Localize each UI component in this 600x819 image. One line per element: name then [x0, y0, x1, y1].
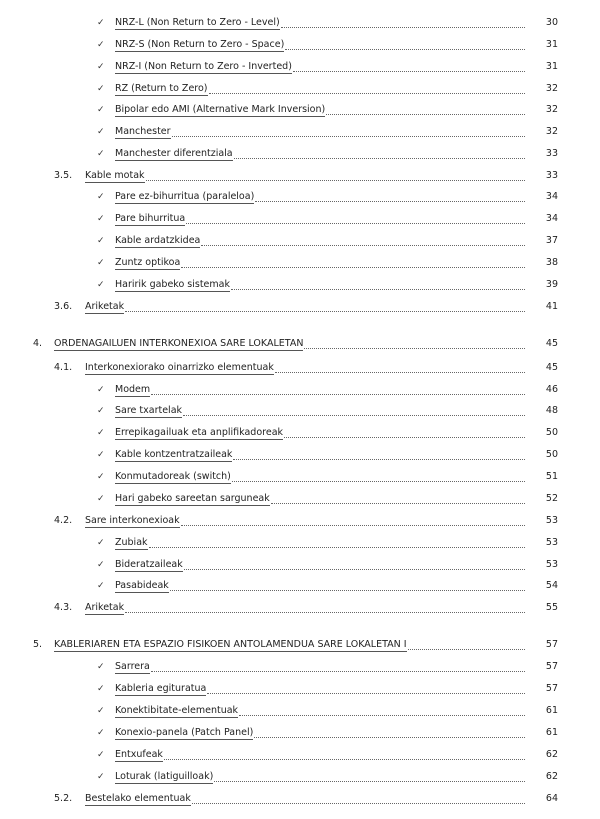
- toc-entry[interactable]: [0, 235, 600, 248]
- dot-leader: [326, 113, 525, 115]
- toc-entry-title[interactable]: Sare interkonexioak: [85, 515, 180, 526]
- toc-entry[interactable]: [0, 559, 600, 572]
- toc-entry-title[interactable]: Kableria egituratua: [115, 683, 207, 694]
- toc-entry-title[interactable]: Manchester diferentziala: [115, 148, 233, 159]
- toc-entry-page[interactable]: 30: [545, 17, 558, 28]
- checkmark-icon: ✓: [97, 662, 105, 672]
- toc-entry-title[interactable]: Kable ardatzkidea: [115, 235, 201, 246]
- dot-leader: [207, 692, 525, 694]
- toc-entry[interactable]: [0, 301, 600, 314]
- toc-entry[interactable]: [0, 39, 600, 52]
- toc-entry[interactable]: [0, 639, 600, 652]
- toc-entry-page[interactable]: 33: [545, 170, 558, 181]
- checkmark-icon: ✓: [97, 62, 105, 72]
- toc-entry-page[interactable]: 57: [545, 661, 558, 672]
- toc-entry[interactable]: [0, 17, 600, 30]
- checkmark-icon: ✓: [97, 105, 105, 115]
- dot-leader: [233, 458, 525, 460]
- toc-entry-page[interactable]: 62: [545, 749, 558, 760]
- dot-leader: [125, 611, 525, 613]
- checkmark-icon: ✓: [97, 280, 105, 290]
- toc-entry-title[interactable]: Hari gabeko sareetan sarguneak: [115, 493, 270, 504]
- checkmark-icon: ✓: [97, 40, 105, 50]
- dot-leader: [231, 288, 525, 290]
- toc-entry-title[interactable]: Ariketak: [85, 301, 125, 312]
- toc-entry-title[interactable]: Modem: [115, 384, 151, 395]
- toc-entry-page[interactable]: 32: [545, 126, 558, 137]
- toc-entry-title[interactable]: Pare bihurritua: [115, 213, 186, 224]
- checkmark-icon: ✓: [97, 538, 105, 548]
- toc-entry-page[interactable]: 39: [545, 279, 558, 290]
- toc-entry-page[interactable]: 34: [545, 213, 558, 224]
- toc-entry[interactable]: [0, 213, 600, 226]
- toc-entry[interactable]: [0, 191, 600, 204]
- toc-entry-page[interactable]: 61: [545, 705, 558, 716]
- checkmark-icon: ✓: [97, 18, 105, 28]
- toc-entry[interactable]: [0, 705, 600, 718]
- toc-entry-page[interactable]: 57: [545, 639, 558, 650]
- toc-entry-page[interactable]: 41: [545, 301, 558, 312]
- dot-leader: [232, 480, 525, 482]
- toc-entry[interactable]: [0, 126, 600, 139]
- toc-entry[interactable]: [0, 104, 600, 117]
- toc-entry[interactable]: [0, 362, 600, 375]
- toc-entry-page[interactable]: 51: [545, 471, 558, 482]
- toc-entry-page[interactable]: 50: [545, 427, 558, 438]
- toc-entry-title[interactable]: Manchester: [115, 126, 171, 137]
- toc-entry[interactable]: [0, 537, 600, 550]
- checkmark-icon: ✓: [97, 214, 105, 224]
- toc-entry-number: 4.2.: [54, 515, 73, 526]
- toc-entry-title[interactable]: Pasabideak: [115, 580, 169, 591]
- checkmark-icon: ✓: [97, 127, 105, 137]
- toc-entry[interactable]: [0, 471, 600, 484]
- dot-leader: [285, 48, 525, 50]
- dot-leader: [271, 502, 525, 504]
- toc-entry-number: 4.1.: [54, 362, 73, 373]
- toc-entry-title[interactable]: Zubiak: [115, 537, 148, 548]
- dot-leader: [184, 568, 525, 570]
- toc-entry-page[interactable]: 55: [545, 602, 558, 613]
- toc-entry-number: 3.5.: [54, 170, 73, 181]
- dot-leader: [164, 758, 525, 760]
- toc-entry-title[interactable]: Errepikagailuak eta anplifikadoreak: [115, 427, 284, 438]
- checkmark-icon: ✓: [97, 772, 105, 782]
- toc-entry-title[interactable]: Konexio-panela (Patch Panel): [115, 727, 254, 738]
- toc-entry[interactable]: [0, 683, 600, 696]
- checkmark-icon: ✓: [97, 684, 105, 694]
- dot-leader: [186, 222, 525, 224]
- toc-entry[interactable]: [0, 279, 600, 292]
- toc-entry[interactable]: [0, 257, 600, 270]
- toc-entry-page[interactable]: 64: [545, 793, 558, 804]
- toc-entry-page[interactable]: 57: [545, 683, 558, 694]
- toc-entry-page[interactable]: 48: [545, 405, 558, 416]
- toc-entry[interactable]: [0, 749, 600, 762]
- dot-leader: [181, 524, 525, 526]
- dot-leader: [192, 802, 525, 804]
- dot-leader: [201, 244, 525, 246]
- toc-entry-page[interactable]: 38: [545, 257, 558, 268]
- toc-entry-number: 5.2.: [54, 793, 73, 804]
- checkmark-icon: ✓: [97, 560, 105, 570]
- dot-leader: [281, 26, 525, 28]
- checkmark-icon: ✓: [97, 472, 105, 482]
- toc-entry-number: 4.3.: [54, 602, 73, 613]
- dot-leader: [255, 200, 525, 202]
- toc-entry-title[interactable]: Sare txartelak: [115, 405, 183, 416]
- toc-entry-page[interactable]: 31: [545, 39, 558, 50]
- toc-entry[interactable]: [0, 338, 600, 351]
- toc-entry[interactable]: [0, 727, 600, 740]
- toc-entry[interactable]: [0, 493, 600, 506]
- toc-entry-page[interactable]: 52: [545, 493, 558, 504]
- toc-entry-page[interactable]: 50: [545, 449, 558, 460]
- dot-leader: [172, 135, 525, 137]
- toc-entry-page[interactable]: 53: [545, 559, 558, 570]
- toc-entry-title[interactable]: RZ (Return to Zero): [115, 83, 208, 94]
- dot-leader: [408, 648, 525, 650]
- toc-entry-page[interactable]: 45: [545, 362, 558, 373]
- toc-entry-page[interactable]: 53: [545, 537, 558, 548]
- dot-leader: [304, 347, 525, 349]
- dot-leader: [214, 780, 525, 782]
- checkmark-icon: ✓: [97, 450, 105, 460]
- toc-entry-title[interactable]: Loturak (latiguilloak): [115, 771, 214, 782]
- dot-leader: [146, 179, 525, 181]
- toc-entry-title[interactable]: Interkonexiorako oinarrizko elementuak: [85, 362, 274, 373]
- dot-leader: [239, 714, 525, 716]
- toc-entry-title[interactable]: Entxufeak: [115, 749, 163, 760]
- toc-entry[interactable]: [0, 449, 600, 462]
- toc-entry-title[interactable]: NRZ-S (Non Return to Zero - Space): [115, 39, 285, 50]
- toc-entry-title[interactable]: Bestelako elementuak: [85, 793, 191, 804]
- toc-entry-number: 4.: [33, 338, 43, 349]
- toc-entry[interactable]: [0, 61, 600, 74]
- toc-entry[interactable]: [0, 405, 600, 418]
- toc-entry-page[interactable]: 33: [545, 148, 558, 159]
- toc-entry[interactable]: [0, 771, 600, 784]
- dot-leader: [181, 266, 525, 268]
- toc-entry-page[interactable]: 45: [545, 338, 558, 349]
- toc-entry[interactable]: [0, 83, 600, 96]
- toc-entry-page[interactable]: 37: [545, 235, 558, 246]
- toc-entry-title[interactable]: Ariketak: [85, 602, 125, 613]
- toc-entry-page[interactable]: 46: [545, 384, 558, 395]
- checkmark-icon: ✓: [97, 581, 105, 591]
- toc-entry-title[interactable]: Zuntz optikoa: [115, 257, 181, 268]
- toc-entry-title[interactable]: Bipolar edo AMI (Alternative Mark Inversion): [115, 104, 326, 115]
- toc-entry-title[interactable]: Kable motak: [85, 170, 145, 181]
- checkmark-icon: ✓: [97, 258, 105, 268]
- dot-leader: [293, 70, 525, 72]
- checkmark-icon: ✓: [97, 149, 105, 159]
- toc-entry[interactable]: [0, 427, 600, 440]
- checkmark-icon: ✓: [97, 84, 105, 94]
- toc-entry-title[interactable]: Konektibitate-elementuak: [115, 705, 239, 716]
- dot-leader: [183, 414, 525, 416]
- toc-entry-page[interactable]: 54: [545, 580, 558, 591]
- toc-entry[interactable]: [0, 580, 600, 593]
- dot-leader: [254, 736, 525, 738]
- toc-entry-title[interactable]: Sarrera: [115, 661, 150, 672]
- toc-entry-page[interactable]: 32: [545, 104, 558, 115]
- checkmark-icon: ✓: [97, 750, 105, 760]
- dot-leader: [151, 670, 525, 672]
- dot-leader: [234, 157, 525, 159]
- checkmark-icon: ✓: [97, 192, 105, 202]
- dot-leader: [149, 546, 525, 548]
- toc-entry-title[interactable]: Haririk gabeko sistemak: [115, 279, 230, 290]
- toc-entry-title[interactable]: Kable kontzentratzaileak: [115, 449, 233, 460]
- dot-leader: [170, 589, 525, 591]
- checkmark-icon: ✓: [97, 494, 105, 504]
- dot-leader: [275, 371, 525, 373]
- toc-entry[interactable]: [0, 170, 600, 183]
- checkmark-icon: ✓: [97, 385, 105, 395]
- toc-entry[interactable]: [0, 793, 600, 806]
- toc-entry-title[interactable]: NRZ-L (Non Return to Zero - Level): [115, 17, 280, 28]
- checkmark-icon: ✓: [97, 706, 105, 716]
- toc-entry[interactable]: [0, 661, 600, 674]
- toc-entry-title[interactable]: KABLERIAREN ETA ESPAZIO FISIKOEN ANTOLAMENDUA SARE LOKALETAN I: [54, 639, 407, 650]
- toc-entry-title[interactable]: Pare ez-bihurritua (paraleloa): [115, 191, 255, 202]
- toc-entry-page[interactable]: 34: [545, 191, 558, 202]
- toc-entry-page[interactable]: 62: [545, 771, 558, 782]
- dot-leader: [284, 436, 525, 438]
- checkmark-icon: ✓: [97, 236, 105, 246]
- toc-entry-page[interactable]: 53: [545, 515, 558, 526]
- toc-entry[interactable]: [0, 384, 600, 397]
- checkmark-icon: ✓: [97, 428, 105, 438]
- dot-leader: [125, 310, 525, 312]
- toc-entry-page[interactable]: 31: [545, 61, 558, 72]
- toc-entry[interactable]: [0, 602, 600, 615]
- dot-leader: [209, 92, 525, 94]
- checkmark-icon: ✓: [97, 406, 105, 416]
- toc-entry-number: 5.: [33, 639, 43, 650]
- checkmark-icon: ✓: [97, 728, 105, 738]
- toc-entry-page[interactable]: 61: [545, 727, 558, 738]
- toc-entry-number: 3.6.: [54, 301, 73, 312]
- toc-entry-title[interactable]: ORDENAGAILUEN INTERKONEXIOA SARE LOKALETAN: [54, 338, 304, 349]
- toc-entry[interactable]: [0, 515, 600, 528]
- toc-entry-title[interactable]: Bideratzaileak: [115, 559, 183, 570]
- toc-entry-page[interactable]: 32: [545, 83, 558, 94]
- toc-entry-title[interactable]: NRZ-I (Non Return to Zero - Inverted): [115, 61, 292, 72]
- toc-entry-title[interactable]: Konmutadoreak (switch): [115, 471, 231, 482]
- toc-entry[interactable]: [0, 148, 600, 161]
- dot-leader: [151, 393, 525, 395]
